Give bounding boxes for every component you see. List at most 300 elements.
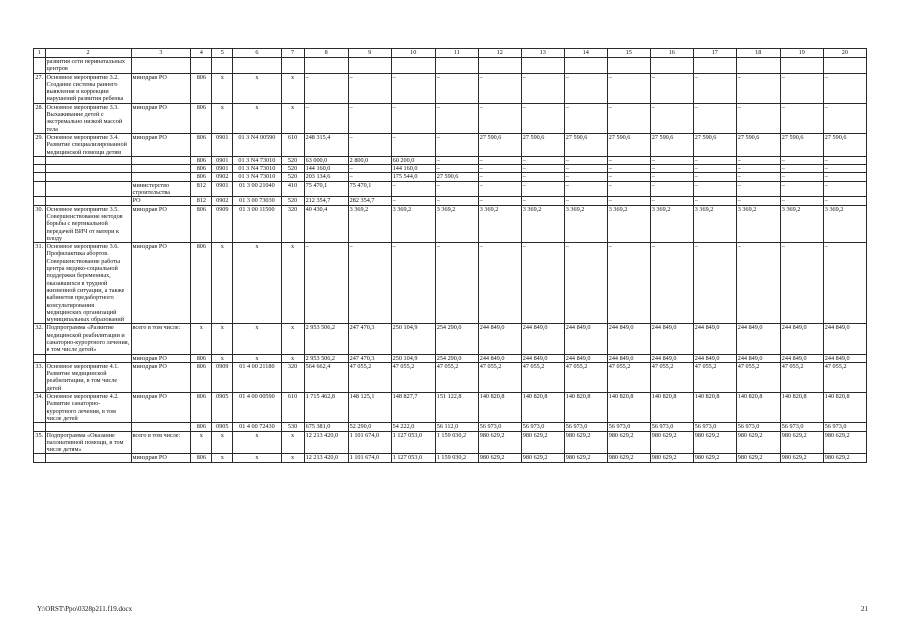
cell-vr: 610	[281, 393, 304, 423]
cell-grbs: 812	[191, 181, 212, 197]
cell-num	[34, 454, 46, 462]
cell-y2028: –	[736, 181, 780, 197]
cell-y2023: 244 849,0	[521, 354, 564, 362]
cell-csr: 01 3 N4 00590	[233, 133, 281, 156]
cell-y2023: 3 369,2	[521, 205, 564, 242]
cell-grbs: х	[191, 431, 212, 454]
cell-executor: минздрав РО	[131, 393, 191, 423]
cell-y2026: –	[650, 165, 693, 173]
cell-y2026: 980 629,2	[650, 431, 693, 454]
cell-num: 31.	[34, 243, 46, 324]
cell-y2021: –	[435, 156, 478, 164]
cell-y2024: –	[564, 103, 607, 133]
cell-executor: минздрав РО	[131, 73, 191, 103]
cell-y2024: 56 973,0	[564, 423, 607, 431]
cell-y2022: 980 629,2	[478, 431, 521, 454]
cell-y2026: –	[650, 197, 693, 205]
cell-y2020: 1 127 053,0	[391, 454, 435, 462]
table-row	[34, 181, 867, 197]
cell-y2030: –	[823, 243, 866, 324]
cell-y2022: 140 820,8	[478, 393, 521, 423]
cell-num	[34, 58, 46, 74]
cell-rzpr: 0901	[212, 165, 233, 173]
cell-y2024: –	[564, 243, 607, 324]
table-row	[34, 454, 867, 462]
cell-y2028: 47 055,2	[736, 362, 780, 392]
cell-y2022: –	[478, 156, 521, 164]
cell-y2020: –	[391, 73, 435, 103]
cell-y2019: 47 055,2	[348, 362, 391, 392]
cell-y2030: –	[823, 156, 866, 164]
cell-y2022	[478, 58, 521, 74]
cell-csr: 01 3 N4 73010	[233, 173, 281, 181]
cell-executor: минздрав РО	[131, 354, 191, 362]
cell-y2020: 175 544,0	[391, 173, 435, 181]
cell-y2021: 254 290,0	[435, 324, 478, 354]
cell-y2022: 980 629,2	[478, 454, 521, 462]
cell-vr	[281, 58, 304, 74]
cell-rzpr: 0909	[212, 205, 233, 242]
cell-executor: минздрав РО	[131, 133, 191, 156]
cell-rzpr: 0901	[212, 156, 233, 164]
cell-name: Подпрограмма «Оказание паллиативной помощи, в том числе детям»	[45, 431, 131, 454]
cell-y2029: 56 973,0	[780, 423, 823, 431]
cell-rzpr: 0901	[212, 181, 233, 197]
cell-grbs: 806	[191, 73, 212, 103]
cell-rzpr: х	[212, 454, 233, 462]
cell-csr: х	[233, 103, 281, 133]
cell-y2023	[521, 58, 564, 74]
cell-num	[34, 156, 46, 164]
cell-y2029: 3 369,2	[780, 205, 823, 242]
cell-y2021: 3 369,2	[435, 205, 478, 242]
cell-csr	[233, 58, 281, 74]
cell-y2024: –	[564, 173, 607, 181]
cell-rzpr: 0905	[212, 393, 233, 423]
cell-grbs: х	[191, 324, 212, 354]
cell-name: Основное мероприятие 3.5. Совершенствование методов борьбы с вертикальной передачей ВИЧ от матери к плоду	[45, 205, 131, 242]
cell-y2030: –	[823, 165, 866, 173]
cell-rzpr: х	[212, 103, 233, 133]
cell-y2024: –	[564, 181, 607, 197]
cell-y2021: 27 590,6	[435, 173, 478, 181]
cell-y2025: –	[607, 197, 650, 205]
cell-csr: х	[233, 431, 281, 454]
cell-y2027: 244 849,0	[693, 324, 736, 354]
cell-y2022: –	[478, 165, 521, 173]
cell-y2026: 56 973,0	[650, 423, 693, 431]
cell-y2030: –	[823, 103, 866, 133]
cell-y2029: 140 820,8	[780, 393, 823, 423]
cell-num: 34.	[34, 393, 46, 423]
cell-total: 75 470,1	[304, 181, 348, 197]
cell-name: развития сети перинатальных центров	[45, 58, 131, 74]
cell-name: Основное мероприятие 3.6. Профилактика абортов. Совершенствование работы центра медико-социальной поддержки беременных, оказавшихся в трудной жизненной ситуации, а также кабинетов предабортного консультирования медицинских организаций муниципальных образований	[45, 243, 131, 324]
cell-y2030: –	[823, 181, 866, 197]
cell-executor	[131, 165, 191, 173]
cell-y2019: 2 800,0	[348, 156, 391, 164]
cell-name	[45, 423, 131, 431]
cell-y2030	[823, 58, 866, 74]
cell-executor	[131, 423, 191, 431]
cell-y2028: 140 820,8	[736, 393, 780, 423]
cell-rzpr: 0902	[212, 173, 233, 181]
cell-y2022: –	[478, 197, 521, 205]
cell-y2023: –	[521, 181, 564, 197]
cell-vr: 520	[281, 197, 304, 205]
header-cell-20: 20	[823, 49, 866, 58]
cell-y2020: 60 200,0	[391, 156, 435, 164]
header-cell-5: 5	[212, 49, 233, 58]
cell-y2019: –	[348, 165, 391, 173]
cell-y2020: 148 827,7	[391, 393, 435, 423]
cell-rzpr: 0909	[212, 362, 233, 392]
cell-y2025: 56 973,0	[607, 423, 650, 431]
cell-csr: х	[233, 243, 281, 324]
cell-grbs: 806	[191, 173, 212, 181]
cell-executor: минздрав РО	[131, 243, 191, 324]
cell-y2027: –	[693, 243, 736, 324]
header-cell-8: 8	[304, 49, 348, 58]
cell-y2027: –	[693, 181, 736, 197]
cell-y2020: 54 222,0	[391, 423, 435, 431]
cell-vr: 610	[281, 133, 304, 156]
cell-y2025: 244 849,0	[607, 354, 650, 362]
cell-y2021: 1 159 030,2	[435, 431, 478, 454]
header-cell-3: 3	[131, 49, 191, 58]
cell-y2021: –	[435, 181, 478, 197]
cell-csr: х	[233, 354, 281, 362]
header-cell-16: 16	[650, 49, 693, 58]
cell-y2019: –	[348, 173, 391, 181]
cell-executor: всего в том числе:	[131, 431, 191, 454]
cell-vr: х	[281, 103, 304, 133]
cell-csr: х	[233, 73, 281, 103]
cell-y2030: 980 629,2	[823, 454, 866, 462]
cell-y2023: 27 590,6	[521, 133, 564, 156]
cell-num	[34, 173, 46, 181]
cell-y2025: 244 849,0	[607, 324, 650, 354]
cell-y2026: –	[650, 156, 693, 164]
cell-executor: минздрав РО	[131, 103, 191, 133]
header-cell-13: 13	[521, 49, 564, 58]
table-row	[34, 362, 867, 392]
cell-y2030: 980 629,2	[823, 431, 866, 454]
cell-y2024: 244 849,0	[564, 324, 607, 354]
cell-y2027: 140 820,8	[693, 393, 736, 423]
cell-name	[45, 165, 131, 173]
cell-y2027: 47 055,2	[693, 362, 736, 392]
header-cell-15: 15	[607, 49, 650, 58]
cell-y2022: 244 849,0	[478, 324, 521, 354]
cell-total: 248 315,4	[304, 133, 348, 156]
cell-y2019: –	[348, 133, 391, 156]
cell-y2030: 47 055,2	[823, 362, 866, 392]
table-row	[34, 243, 867, 324]
cell-y2023: –	[521, 173, 564, 181]
cell-y2029: 244 849,0	[780, 324, 823, 354]
cell-y2025: 980 629,2	[607, 431, 650, 454]
cell-y2030: 56 973,0	[823, 423, 866, 431]
cell-executor: минздрав РО	[131, 205, 191, 242]
cell-executor	[131, 58, 191, 74]
cell-y2025: 140 820,8	[607, 393, 650, 423]
cell-y2028: 980 629,2	[736, 431, 780, 454]
cell-grbs: 806	[191, 205, 212, 242]
cell-y2026: 140 820,8	[650, 393, 693, 423]
cell-num	[34, 181, 46, 197]
cell-y2028: –	[736, 197, 780, 205]
cell-num	[34, 165, 46, 173]
cell-y2025: 980 629,2	[607, 454, 650, 462]
cell-y2023: –	[521, 165, 564, 173]
cell-y2022: –	[478, 103, 521, 133]
cell-y2027: –	[693, 173, 736, 181]
cell-y2021: –	[435, 197, 478, 205]
cell-y2020: –	[391, 103, 435, 133]
header-row	[34, 49, 867, 58]
cell-y2022: –	[478, 73, 521, 103]
cell-rzpr	[212, 58, 233, 74]
cell-total: 564 662,4	[304, 362, 348, 392]
cell-y2028: 244 849,0	[736, 354, 780, 362]
cell-executor	[131, 173, 191, 181]
cell-num	[34, 354, 46, 362]
cell-vr: 530	[281, 423, 304, 431]
cell-rzpr: х	[212, 354, 233, 362]
cell-y2023: 980 629,2	[521, 454, 564, 462]
cell-num: 35.	[34, 431, 46, 454]
cell-y2026: –	[650, 243, 693, 324]
cell-y2030: 244 849,0	[823, 354, 866, 362]
cell-y2024: –	[564, 156, 607, 164]
cell-y2023: 244 849,0	[521, 324, 564, 354]
cell-y2023: –	[521, 243, 564, 324]
cell-y2026: –	[650, 73, 693, 103]
cell-y2027: –	[693, 103, 736, 133]
cell-y2029: –	[780, 181, 823, 197]
cell-y2030: –	[823, 73, 866, 103]
cell-total: 212 354,7	[304, 197, 348, 205]
cell-y2023: –	[521, 103, 564, 133]
table-row	[34, 165, 867, 173]
cell-csr: 01 4 00 00590	[233, 393, 281, 423]
cell-y2025: 3 369,2	[607, 205, 650, 242]
cell-y2023: –	[521, 73, 564, 103]
cell-y2030: 27 590,6	[823, 133, 866, 156]
cell-csr: 01 3 N4 73010	[233, 165, 281, 173]
cell-y2022: –	[478, 173, 521, 181]
table-row	[34, 431, 867, 454]
cell-vr: 320	[281, 362, 304, 392]
cell-y2027: 27 590,6	[693, 133, 736, 156]
table-row	[34, 423, 867, 431]
cell-y2021: 47 055,2	[435, 362, 478, 392]
cell-y2021: –	[435, 165, 478, 173]
cell-rzpr: 0902	[212, 197, 233, 205]
cell-y2025: –	[607, 173, 650, 181]
cell-y2030: –	[823, 173, 866, 181]
page-number: 21	[861, 605, 868, 613]
cell-y2020: –	[391, 197, 435, 205]
cell-rzpr: 0905	[212, 423, 233, 431]
cell-y2029: 27 590,6	[780, 133, 823, 156]
cell-csr: 01 3 00 73030	[233, 197, 281, 205]
cell-y2022: –	[478, 181, 521, 197]
cell-y2019: 247 470,3	[348, 324, 391, 354]
cell-y2024	[564, 58, 607, 74]
cell-rzpr: х	[212, 431, 233, 454]
cell-y2026: 27 590,6	[650, 133, 693, 156]
cell-total: 40 430,4	[304, 205, 348, 242]
cell-y2029: –	[780, 73, 823, 103]
cell-y2028: 980 629,2	[736, 454, 780, 462]
cell-executor	[131, 156, 191, 164]
cell-y2024: 27 590,6	[564, 133, 607, 156]
cell-total: 675 381,0	[304, 423, 348, 431]
cell-y2027: 980 629,2	[693, 454, 736, 462]
cell-csr: х	[233, 454, 281, 462]
cell-y2027: 56 973,0	[693, 423, 736, 431]
cell-y2029: –	[780, 197, 823, 205]
cell-y2029: –	[780, 103, 823, 133]
header-cell-18: 18	[736, 49, 780, 58]
cell-name	[45, 156, 131, 164]
cell-grbs: 806	[191, 156, 212, 164]
header-cell-17: 17	[693, 49, 736, 58]
cell-grbs: 806	[191, 165, 212, 173]
budget-table	[33, 48, 867, 463]
cell-num	[34, 197, 46, 205]
cell-y2024: 140 820,8	[564, 393, 607, 423]
cell-y2022: 3 369,2	[478, 205, 521, 242]
cell-grbs: 806	[191, 423, 212, 431]
cell-y2020: 47 055,2	[391, 362, 435, 392]
cell-rzpr: х	[212, 73, 233, 103]
cell-y2021	[435, 58, 478, 74]
cell-grbs: 806	[191, 243, 212, 324]
table-row	[34, 393, 867, 423]
cell-y2026: 47 055,2	[650, 362, 693, 392]
cell-y2024: –	[564, 165, 607, 173]
cell-vr: х	[281, 324, 304, 354]
cell-total: –	[304, 73, 348, 103]
cell-num: 33.	[34, 362, 46, 392]
header-cell-6: 6	[233, 49, 281, 58]
table-row	[34, 197, 867, 205]
cell-y2019: 52 290,0	[348, 423, 391, 431]
cell-grbs: 806	[191, 454, 212, 462]
table-row	[34, 103, 867, 133]
cell-total: 2 953 506,2	[304, 354, 348, 362]
cell-total: –	[304, 103, 348, 133]
cell-total: 12 213 420,0	[304, 431, 348, 454]
cell-y2024: 980 629,2	[564, 454, 607, 462]
cell-y2025: 47 055,2	[607, 362, 650, 392]
cell-y2022: 27 590,6	[478, 133, 521, 156]
cell-name	[45, 197, 131, 205]
cell-vr: х	[281, 454, 304, 462]
cell-total: 63 000,0	[304, 156, 348, 164]
cell-y2025: 27 590,6	[607, 133, 650, 156]
cell-y2029: 980 629,2	[780, 454, 823, 462]
cell-y2026: –	[650, 181, 693, 197]
cell-executor: министерство строительства	[131, 181, 191, 197]
cell-y2025	[607, 58, 650, 74]
cell-y2020: 250 104,9	[391, 324, 435, 354]
cell-executor: всего в том числе:	[131, 324, 191, 354]
cell-vr: 320	[281, 205, 304, 242]
cell-name: Основное мероприятие 3.3. Выхаживание детей с экстремально низкой массой тела	[45, 103, 131, 133]
table-row	[34, 73, 867, 103]
cell-y2027	[693, 58, 736, 74]
cell-csr: х	[233, 324, 281, 354]
cell-name	[45, 354, 131, 362]
table-row	[34, 133, 867, 156]
cell-y2020: 3 369,2	[391, 205, 435, 242]
cell-rzpr: 0901	[212, 133, 233, 156]
cell-name	[45, 173, 131, 181]
cell-vr: 520	[281, 156, 304, 164]
table-row	[34, 58, 867, 74]
cell-vr: х	[281, 431, 304, 454]
cell-y2026: 244 849,0	[650, 324, 693, 354]
cell-name	[45, 454, 131, 462]
cell-y2028: 56 973,0	[736, 423, 780, 431]
cell-y2020	[391, 58, 435, 74]
header-cell-7: 7	[281, 49, 304, 58]
cell-num: 30.	[34, 205, 46, 242]
header-cell-10: 10	[391, 49, 435, 58]
cell-y2029: 47 055,2	[780, 362, 823, 392]
cell-name: Основное мероприятие 4.2. Развитие санаторно-курортного лечения, в том числе детей	[45, 393, 131, 423]
cell-y2021: –	[435, 103, 478, 133]
cell-y2022: –	[478, 243, 521, 324]
cell-y2021: 254 290,0	[435, 354, 478, 362]
cell-executor: минздрав РО	[131, 454, 191, 462]
cell-name: Основное мероприятие 3.2. Создание системы раннего выявления и коррекции нарушений развития ребенка	[45, 73, 131, 103]
cell-y2020: 144 160,0	[391, 165, 435, 173]
cell-y2030: –	[823, 197, 866, 205]
cell-y2023: –	[521, 197, 564, 205]
cell-vr: х	[281, 243, 304, 324]
cell-y2024: 3 369,2	[564, 205, 607, 242]
cell-name: Подпрограмма «Развитие медицинской реабилитации и санаторно-курортного лечения, в том числе детей»	[46, 324, 130, 354]
header-cell-1: 1	[34, 49, 46, 58]
cell-y2026: 980 629,2	[650, 454, 693, 462]
cell-rzpr: х	[212, 324, 233, 354]
cell-y2019: 282 354,7	[348, 197, 391, 205]
cell-name: Основное мероприятие 3.4. Развитие специализированной медицинской помощи детям	[45, 133, 131, 156]
cell-num: 28.	[34, 103, 46, 133]
cell-y2027: 3 369,2	[693, 205, 736, 242]
cell-y2027: –	[693, 197, 736, 205]
cell-vr: 410	[281, 181, 304, 197]
cell-y2025: –	[607, 73, 650, 103]
cell-num: 27.	[34, 73, 46, 103]
cell-y2023: –	[521, 156, 564, 164]
cell-y2029: –	[780, 243, 823, 324]
cell-total: 2 953 506,2	[304, 324, 348, 354]
cell-csr: 01 3 N4 73010	[233, 156, 281, 164]
cell-vr: 520	[281, 173, 304, 181]
cell-y2019: –	[348, 243, 391, 324]
cell-y2029: 980 629,2	[780, 431, 823, 454]
cell-y2028	[736, 58, 780, 74]
cell-y2025: –	[607, 243, 650, 324]
cell-y2019: 75 470,1	[348, 181, 391, 197]
cell-y2025: –	[607, 165, 650, 173]
